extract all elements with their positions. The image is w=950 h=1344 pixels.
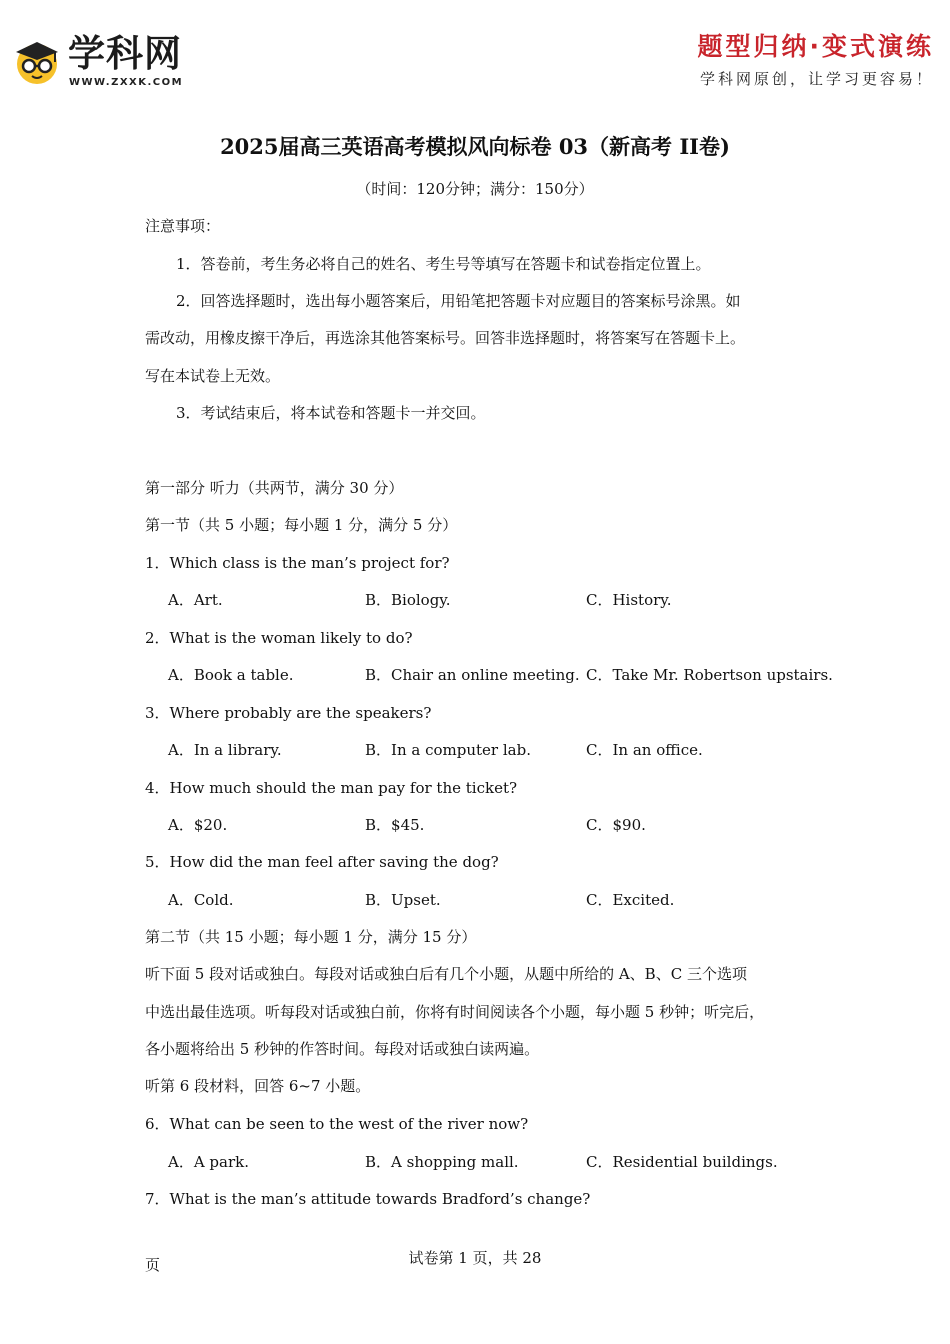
material-instruction: 听第 6 段材料，回答 6~7 小题。 <box>145 1077 371 1095</box>
page-number-tail: 页 <box>145 1256 161 1274</box>
part-heading: 第一部分 听力（共两节，满分 30 分） <box>145 479 404 497</box>
option-b: B．Biology. <box>365 591 451 609</box>
section-heading-2: 第二节（共 15 小题；每小题 1 分，满分 15 分） <box>145 928 477 946</box>
option-b: B．A shopping mall. <box>365 1153 519 1171</box>
option-c: C．History. <box>586 591 672 609</box>
option-a: A．A park. <box>168 1153 250 1171</box>
section-instructions-cont: 中选出最佳选项。听每段对话或独白前，你将有时间阅读各个小题，每小题 5 秒钟；听完后， <box>145 1003 765 1021</box>
section-instructions-cont2: 各小题将给出 5 秒钟的作答时间。每段对话或独白读两遍。 <box>145 1040 540 1058</box>
paper-subtitle: （时间：120分钟；满分：150分） <box>356 180 594 198</box>
logo-text: 学科网 <box>68 32 182 75</box>
notice-heading: 注意事项： <box>145 217 221 235</box>
question-stem: 4．How much should the man pay for the ticket? <box>145 779 518 797</box>
mascot-icon <box>12 36 62 86</box>
option-b: B．In a computer lab. <box>365 741 531 759</box>
site-logo[interactable] <box>12 30 202 94</box>
paper-title: 2025届高三英语高考模拟风向标卷 03（新高考 II卷) <box>220 134 730 159</box>
notice-item-2: 2．回答选择题时，选出每小题答案后，用铅笔把答题卡对应题目的答案标号涂黑。如 <box>176 292 741 310</box>
option-b: B．Chair an online meeting. <box>365 666 580 684</box>
option-b: B．Upset. <box>365 891 441 909</box>
section-heading-1: 第一节（共 5 小题；每小题 1 分，满分 5 分） <box>145 516 458 534</box>
question-stem: 6．What can be seen to the west of the river now? <box>145 1115 529 1133</box>
logo-url: WWW.ZXXK.COM <box>69 77 184 88</box>
option-a: A．Art. <box>168 591 223 609</box>
option-a: A．Book a table. <box>168 666 294 684</box>
slogan-subtitle: 学科网原创，让学习更容易！ <box>699 70 934 88</box>
slogan-title: 题型归纳·变式演练 <box>697 32 934 61</box>
option-c: C．Residential buildings. <box>586 1153 778 1171</box>
question-stem: 1．Which class is the man’s project for? <box>145 554 450 572</box>
option-a: A．$20. <box>168 816 228 834</box>
question-stem: 7．What is the man’s attitude towards Bradford’s change? <box>145 1190 591 1208</box>
notice-item-1: 1．答卷前，考生务必将自己的姓名、考生号等填写在答题卡和试卷指定位置上。 <box>176 255 711 273</box>
notice-item-3: 3．考试结束后，将本试卷和答题卡一并交回。 <box>176 404 486 422</box>
option-c: C．In an office. <box>586 741 703 759</box>
notice-item-2-cont: 需改动，用橡皮擦干净后，再选涂其他答案标号。回答非选择题时，将答案写在答题卡上。 <box>145 329 746 347</box>
option-c: C．Excited. <box>586 891 675 909</box>
option-c: C．$90. <box>586 816 646 834</box>
header-slogan <box>644 30 934 89</box>
option-c: C．Take Mr. Robertson upstairs. <box>586 666 833 684</box>
notice-item-2-cont2: 写在本试卷上无效。 <box>145 367 281 385</box>
question-stem: 3．Where probably are the speakers? <box>145 704 432 722</box>
section-instructions: 听下面 5 段对话或独白。每段对话或独白后有几个小题，从题中所给的 A、B、C 三个选项 <box>145 965 747 983</box>
option-b: B．$45. <box>365 816 425 834</box>
question-stem: 5．How did the man feel after saving the dog? <box>145 853 499 871</box>
option-a: A．In a library. <box>168 741 282 759</box>
page-number: 试卷第 1 页，共 28 <box>408 1249 542 1267</box>
option-a: A．Cold. <box>168 891 234 909</box>
question-stem: 2．What is the woman likely to do? <box>145 629 413 647</box>
